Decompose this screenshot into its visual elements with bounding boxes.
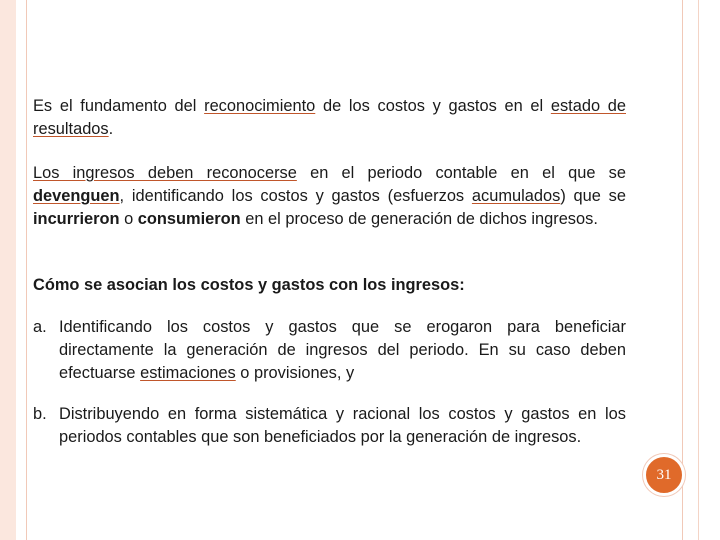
text-segment: , identificando los costos y gastos (esfuerzos <box>119 187 472 205</box>
text-segment: Distribuyendo en forma sistemática y racional los costos y gastos en los periodos contables que son beneficiados por la generación de ingresos. <box>59 405 626 446</box>
left-divider-line <box>26 0 27 540</box>
text-segment: . <box>108 120 114 138</box>
list-item-a <box>33 316 626 385</box>
text-segment: o <box>119 210 138 228</box>
text-segment: Es el fundamento del <box>33 97 205 115</box>
left-decorative-border <box>0 0 16 540</box>
link-acumulados[interactable]: acumulados <box>471 187 561 205</box>
bold-consumieron: consumieron <box>137 210 241 228</box>
list-marker-a: a. <box>33 318 47 336</box>
right-divider-line <box>682 0 683 540</box>
page-number: 31 <box>656 466 672 483</box>
link-devenguen[interactable]: devenguen <box>33 187 120 205</box>
text-segment: o provisiones, y <box>235 364 355 382</box>
text-segment: Identificando los costos y gastos que se erogaron para beneficiar directamente la generación de ingresos del periodo. En su caso deben efectuarse <box>59 318 626 382</box>
text-segment: en el proceso de generación de dichos ingresos. <box>240 210 598 228</box>
list-marker-b: b. <box>33 405 47 423</box>
link-ingresos-deben-reconocerse[interactable]: Los ingresos deben reconocerse <box>33 164 297 182</box>
link-estado-de-resultados[interactable]: estado de resultados <box>33 97 626 138</box>
right-decorative-line <box>698 0 699 540</box>
bold-incurrieron: incurrieron <box>33 210 120 228</box>
link-reconocimiento[interactable]: reconocimiento <box>204 97 316 115</box>
section-heading: Cómo se asocian los costos y gastos con los ingresos: <box>33 276 465 294</box>
paragraph-ingresos <box>33 162 626 231</box>
page-number-badge <box>643 454 685 496</box>
text-segment: en el periodo contable en el que se <box>296 164 626 182</box>
link-estimaciones[interactable]: estimaciones <box>140 364 236 382</box>
paragraph-fundamento <box>33 95 626 141</box>
text-segment: de los costos y gastos en el <box>315 97 551 115</box>
list-item-b <box>33 403 626 449</box>
text-segment: ) que se <box>560 187 626 205</box>
